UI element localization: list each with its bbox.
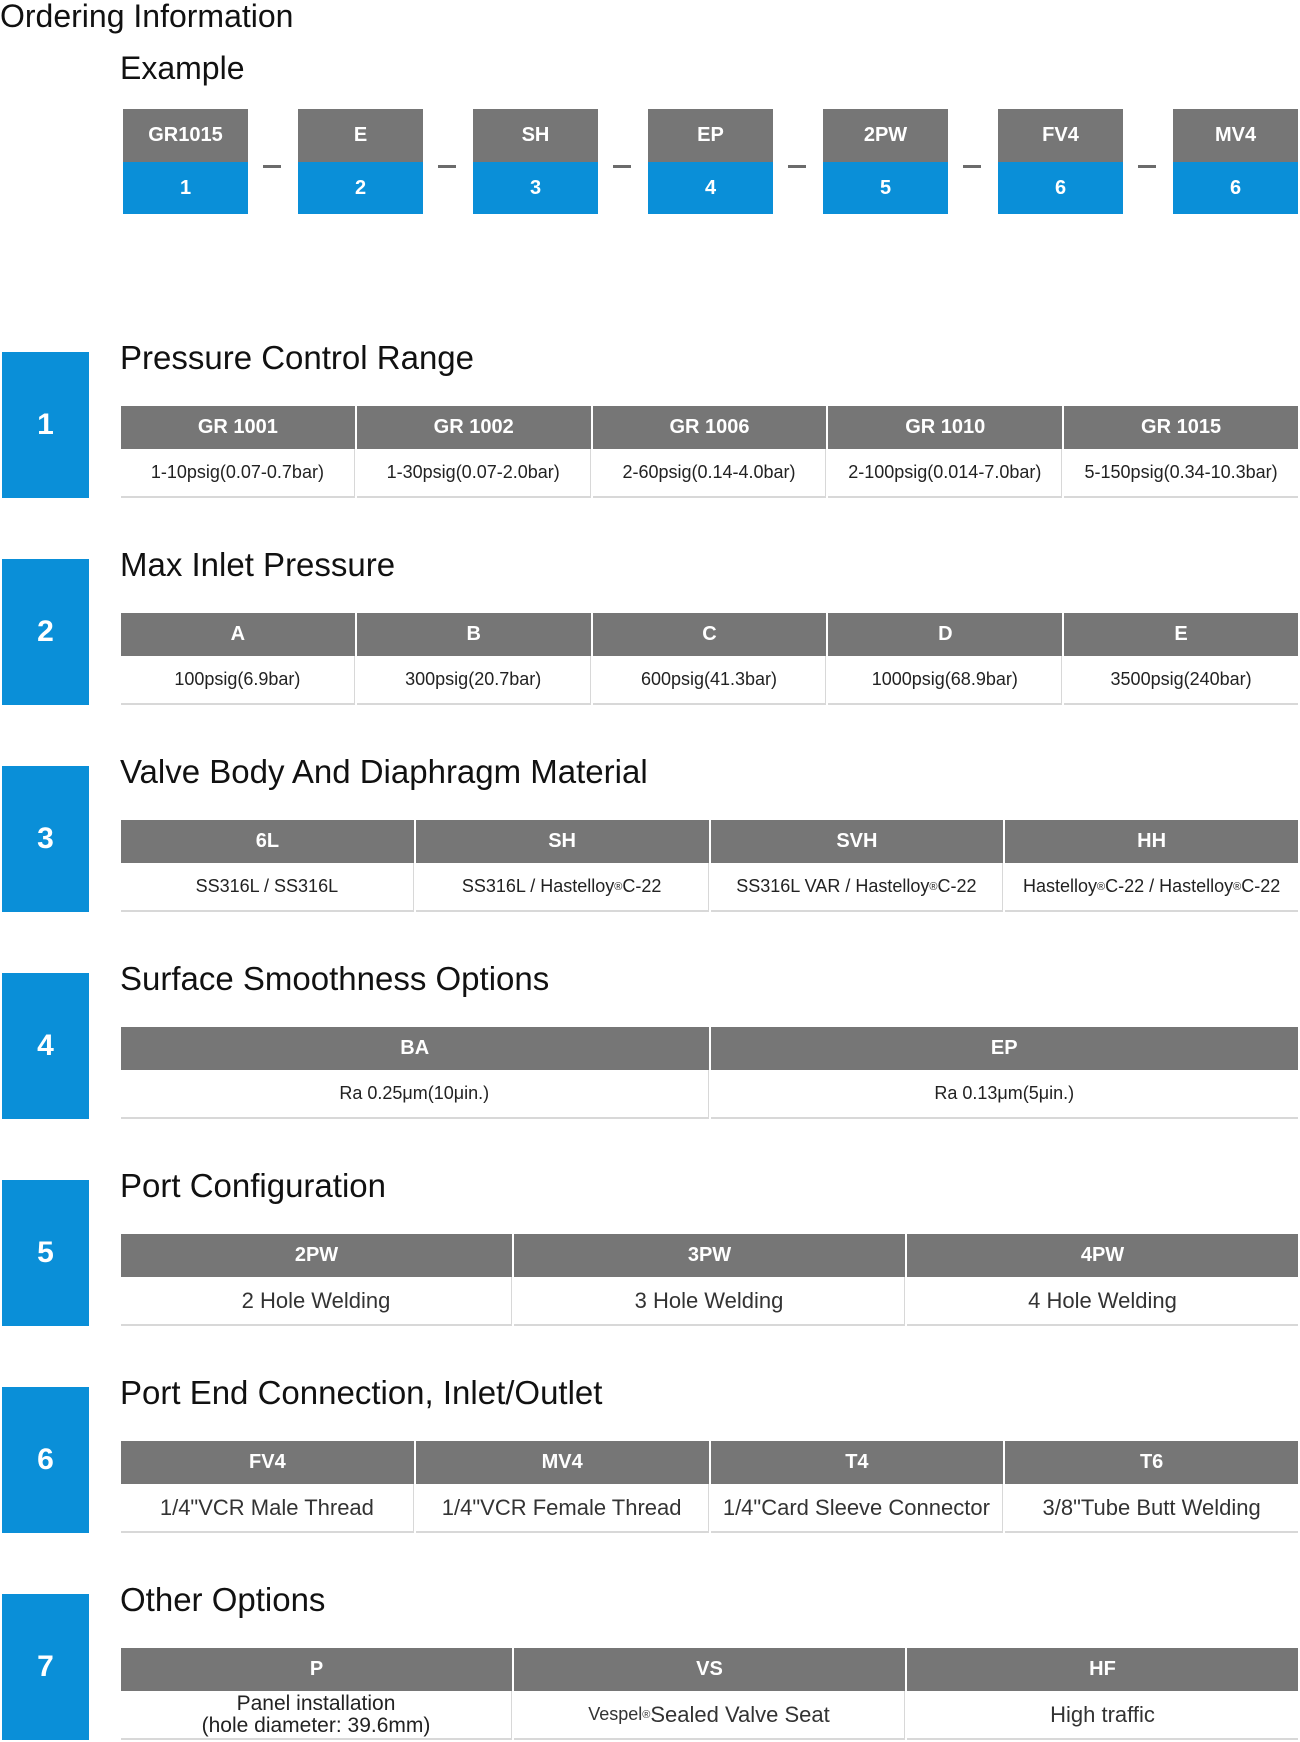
option-value: 600psig(41.3bar) (593, 656, 827, 705)
option-column (1064, 613, 1298, 705)
section-title: Pressure Control Range (120, 339, 475, 376)
option-code: MV4 (416, 1441, 709, 1484)
options-table (121, 1648, 1298, 1740)
option-value: 1/4"VCR Male Thread (121, 1484, 414, 1533)
option-code: T6 (1005, 1441, 1298, 1484)
option-value: Panel installation (hole diameter: 39.6mm) (121, 1691, 512, 1740)
options-table (121, 613, 1298, 705)
option-value: 1/4"VCR Female Thread (416, 1484, 709, 1533)
option-code: C (593, 613, 827, 656)
option-code: FV4 (121, 1441, 414, 1484)
section-other-options (0, 1581, 1300, 1742)
example-code-box (298, 109, 423, 214)
option-column (907, 1234, 1298, 1326)
example-code-number: 4 (648, 162, 773, 214)
option-column (593, 406, 829, 498)
option-code: GR 1006 (593, 406, 827, 449)
option-value: 3/8"Tube Butt Welding (1005, 1484, 1298, 1533)
example-code-number: 6 (998, 162, 1123, 214)
option-value: 2-60psig(0.14-4.0bar) (593, 449, 827, 498)
section-number-badge: 3 (2, 766, 89, 912)
example-code: E (298, 109, 423, 162)
option-code: GR 1015 (1064, 406, 1298, 449)
option-column (514, 1648, 907, 1740)
option-value: 100psig(6.9bar) (121, 656, 355, 705)
option-value: 5-150psig(0.34-10.3bar) (1064, 449, 1298, 498)
option-code: HH (1005, 820, 1298, 863)
option-column (416, 820, 711, 912)
separator-dash (263, 165, 281, 168)
option-column (711, 1027, 1299, 1119)
options-table (121, 1441, 1298, 1533)
option-column (357, 613, 593, 705)
option-column (514, 1234, 907, 1326)
option-code: T4 (711, 1441, 1004, 1484)
example-code-number: 2 (298, 162, 423, 214)
option-column (828, 406, 1064, 498)
section-number-badge: 2 (2, 559, 89, 705)
option-column (907, 1648, 1298, 1740)
option-value: Vespel ® Sealed Valve Seat (514, 1691, 905, 1740)
section-title: Port Configuration (120, 1167, 386, 1204)
option-column (121, 406, 357, 498)
option-code: SVH (711, 820, 1004, 863)
example-code-number: 1 (123, 162, 248, 214)
option-value: 1/4"Card Sleeve Connector (711, 1484, 1004, 1533)
separator-dash (613, 165, 631, 168)
option-value: SS316L / SS316L (121, 863, 414, 912)
example-code-box (473, 109, 598, 214)
option-code: HF (907, 1648, 1298, 1691)
option-code: 6L (121, 820, 414, 863)
example-title: Example (120, 50, 245, 86)
options-table (121, 1027, 1298, 1119)
option-value: High traffic (907, 1691, 1298, 1740)
option-code: 3PW (514, 1234, 905, 1277)
option-column (711, 1441, 1006, 1533)
section-number-badge: 6 (2, 1387, 89, 1533)
section-number-badge: 4 (2, 973, 89, 1119)
option-value: 1-10psig(0.07-0.7bar) (121, 449, 355, 498)
option-value: 3500psig(240bar) (1064, 656, 1298, 705)
option-column (1005, 820, 1298, 912)
section-title: Max Inlet Pressure (120, 546, 396, 583)
option-value: SS316L / Hastelloy ® C-22 (416, 863, 709, 912)
example-code: SH (473, 109, 598, 162)
option-value: 300psig(20.7bar) (357, 656, 591, 705)
option-code: VS (514, 1648, 905, 1691)
option-value: SS316L VAR / Hastelloy ® C-22 (711, 863, 1004, 912)
separator-dash (963, 165, 981, 168)
example-code-number: 6 (1173, 162, 1298, 214)
section-title: Valve Body And Diaphragm Material (120, 753, 648, 790)
page-title: Ordering Information (0, 0, 294, 34)
option-column (121, 1648, 514, 1740)
option-column (1064, 406, 1298, 498)
option-column (121, 1027, 711, 1119)
option-value: Ra 0.25μm(10μin.) (121, 1070, 709, 1119)
example-code-number: 3 (473, 162, 598, 214)
option-value: 4 Hole Welding (907, 1277, 1298, 1326)
example-code: 2PW (823, 109, 948, 162)
option-code: 2PW (121, 1234, 512, 1277)
example-code: GR1015 (123, 109, 248, 162)
option-code: GR 1001 (121, 406, 355, 449)
example-code-box (648, 109, 773, 214)
options-table (121, 406, 1298, 498)
section-valve-body-material (0, 753, 1300, 914)
example-code: EP (648, 109, 773, 162)
option-value: 1-30psig(0.07-2.0bar) (357, 449, 591, 498)
options-table (121, 820, 1298, 912)
option-code: A (121, 613, 355, 656)
option-code: B (357, 613, 591, 656)
option-column (828, 613, 1064, 705)
example-code-number: 5 (823, 162, 948, 214)
option-column (357, 406, 593, 498)
separator-dash (438, 165, 456, 168)
section-title: Other Options (120, 1581, 326, 1618)
options-table (121, 1234, 1298, 1326)
option-code: SH (416, 820, 709, 863)
example-code-row (123, 109, 1298, 214)
option-code: D (828, 613, 1062, 656)
option-column (416, 1441, 711, 1533)
example-code-box (998, 109, 1123, 214)
option-code: E (1064, 613, 1298, 656)
section-number-badge: 1 (2, 352, 89, 498)
option-value: 1000psig(68.9bar) (828, 656, 1062, 705)
section-number-badge: 5 (2, 1180, 89, 1326)
option-column (121, 820, 416, 912)
option-column (1005, 1441, 1298, 1533)
option-column (593, 613, 829, 705)
example-code-box (123, 109, 248, 214)
option-code: BA (121, 1027, 709, 1070)
section-surface-smoothness (0, 960, 1300, 1121)
option-column (121, 613, 357, 705)
option-column (711, 820, 1006, 912)
option-value: Ra 0.13μm(5μin.) (711, 1070, 1299, 1119)
section-port-configuration (0, 1167, 1300, 1328)
separator-dash (1138, 165, 1156, 168)
option-column (121, 1234, 514, 1326)
option-code: P (121, 1648, 512, 1691)
option-value: 2 Hole Welding (121, 1277, 512, 1326)
option-code: 4PW (907, 1234, 1298, 1277)
section-title: Surface Smoothness Options (120, 960, 550, 997)
option-column (121, 1441, 416, 1533)
example-code: FV4 (998, 109, 1123, 162)
option-value: 3 Hole Welding (514, 1277, 905, 1326)
section-title: Port End Connection, Inlet/Outlet (120, 1374, 603, 1411)
option-code: EP (711, 1027, 1299, 1070)
section-number-badge: 7 (2, 1594, 89, 1740)
option-code: GR 1002 (357, 406, 591, 449)
option-value: 2-100psig(0.014-7.0bar) (828, 449, 1062, 498)
option-value: Hastelloy ® C-22 / Hastelloy ® C-22 (1005, 863, 1298, 912)
option-code: GR 1010 (828, 406, 1062, 449)
example-code-box (1173, 109, 1298, 214)
section-port-end-connection (0, 1374, 1300, 1535)
separator-dash (788, 165, 806, 168)
section-pressure-control-range (0, 339, 1300, 500)
example-code: MV4 (1173, 109, 1298, 162)
section-max-inlet-pressure (0, 546, 1300, 707)
example-code-box (823, 109, 948, 214)
